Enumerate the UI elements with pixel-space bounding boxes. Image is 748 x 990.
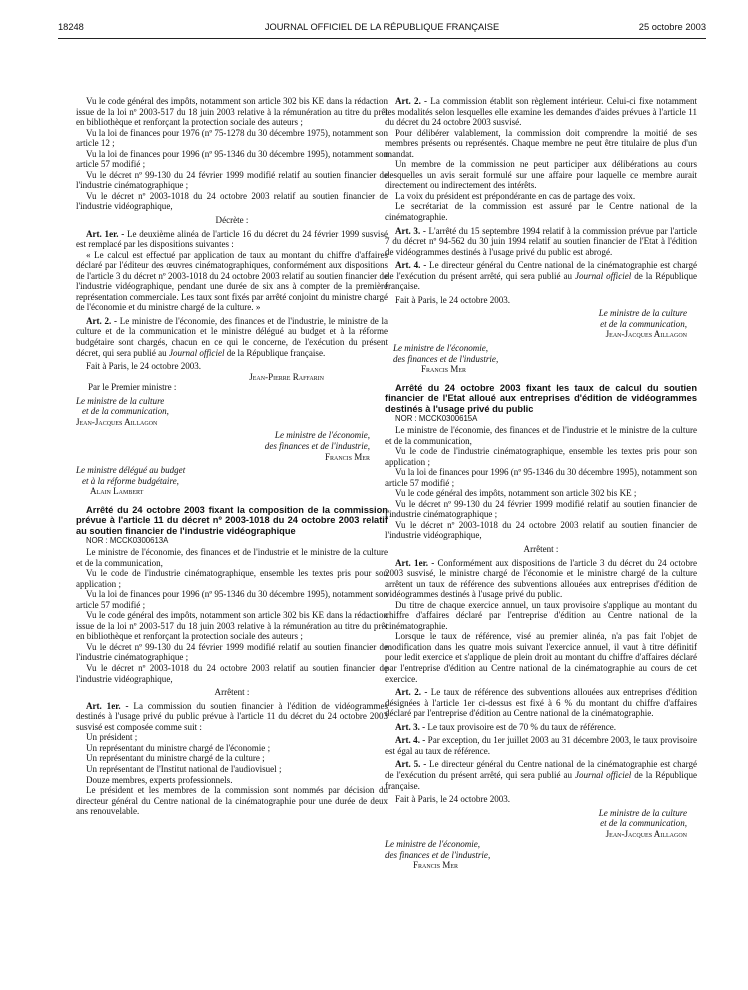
member-item: Un président ; (86, 732, 138, 743)
signature-culture (76, 396, 388, 428)
nor-reference: NOR : MCCK0300613A (86, 536, 169, 546)
signatory-name: Alain Lambert (90, 486, 144, 497)
issue-date: 25 octobre 2003 (638, 22, 706, 32)
visa-paragraph: Vu le décret nº 2003-1018 du 24 octobre 2003 relatif au soutien financier de l'industrie vidéographique, (385, 519, 697, 541)
signatory-title: Le ministre de la culture (598, 807, 687, 818)
arretent-heading: Arrêtent : (214, 687, 250, 698)
article-paragraph (385, 226, 697, 258)
arrete-title: Arrêté du 24 octobre 2003 fixant la composition de la commission prévue à l'article 11 du décret nº 2003-1018 du 24 octobre 2003 relatif au soutien financier de l'industrie vidéographique (76, 504, 388, 536)
journal-name: Journal officiel (575, 769, 632, 780)
signatory-title: Le ministre de l'économie, (274, 430, 370, 441)
article-paragraph (385, 558, 697, 600)
signatory-title: Le ministre de l'économie, (393, 343, 489, 354)
visa-paragraph: Le ministre de l'économie, des finances et de l'industrie et le ministre de la culture et de la communication, (385, 425, 697, 446)
nor-reference: NOR : MCCK0300615A (395, 414, 478, 424)
signatory-name: Francis Mer (421, 364, 467, 375)
article-paragraph: La voix du président est prépondérante en cas de partage des voix. (395, 190, 636, 201)
signature-economie (76, 430, 388, 462)
journal-name: Journal officiel (168, 347, 225, 358)
signatory-name: Francis Mer (324, 451, 370, 462)
page-header (58, 18, 706, 34)
article-paragraph (385, 722, 697, 733)
signatory-title: et de la communication, (600, 318, 687, 329)
signatory-title: Le ministre de la culture (598, 308, 687, 319)
article-paragraph (385, 735, 697, 756)
signatory-title: et de la communication, (600, 818, 687, 829)
signatory-name: Francis Mer (413, 860, 459, 871)
signatory-name: Jean-Jacques Aillagon (605, 329, 687, 340)
visa-paragraph: Vu le code général des impôts, notamment son article 302 bis KE dans la rédaction issue de la loi nº 2003-517 du 18 juin 2003 relative à la rémunération au titre du prêt en bibliothèque et renforçant la protection sociale des auteurs ; (76, 96, 388, 128)
visa-paragraph: Vu le décret nº 2003-1018 du 24 octobre 2003 relatif au soutien financier de l'industrie vidéographique, (76, 663, 388, 684)
article-label: Art. 3. - (395, 225, 426, 236)
signature-culture (385, 308, 697, 340)
article-text: de la République française. (385, 270, 697, 292)
signatory-title: des finances et de l'industrie, (264, 440, 370, 451)
visa-paragraph: Vu le code général des impôts, notamment son article 302 bis KE dans la rédaction issue de la loi nº 2003-517 du 18 juin 2003 relative à la rémunération au titre du prêt en bibliothèque et renforçant la protection sociale des auteurs ; (76, 610, 388, 642)
article-text: Le deuxième alinéa de l'article 16 du décret du 24 février 1999 susvisé est remplacé par les dispositions suivantes : (76, 228, 388, 250)
article-text: Le directeur général du Centre national de la cinématographie est chargé de l'exécution du présent arrêté, qui sera publié au (385, 759, 698, 780)
article-label: Art. 2. - (395, 687, 428, 698)
article-label: Art. 2. - (86, 315, 118, 326)
article-label: Art. 4. - (395, 260, 427, 271)
article-text: Par exception, du 1er juillet 2003 au 31 décembre 2003, le taux provisoire est égal au taux de référence. (385, 735, 697, 756)
article-paragraph (76, 316, 388, 358)
signatory-title: Le ministre délégué au budget (76, 465, 186, 476)
article-text: Le directeur général du Centre national de la cinématographie est chargé de l'exécution du présent arrêté, qui sera publié au (385, 260, 698, 281)
visa-paragraph: Vu le décret nº 99-130 du 24 février 1999 modifié relatif au soutien financier de l'industrie cinématographique ; (385, 498, 697, 520)
visa-paragraph: Vu la loi de finances pour 1976 (nº 75-1278 du 30 décembre 1975), notamment son article 12 ; (76, 127, 388, 149)
article-paragraph: Le président et les membres de la commission sont nommés par décision du directeur général du Centre national de la cinématographie pour une durée de deux ans renouvelable. (76, 785, 388, 817)
article-paragraph (385, 759, 697, 791)
article-text: La commission du soutien financier à l'édition de vidéogrammes destinés à l'usage privé du public prévue à l'article 11 du décret du 24 octobre 2003 susvisé est composée comme suit : (76, 700, 388, 732)
visa-paragraph: Vu la loi de finances pour 1996 (nº 95-1346 du 30 décembre 1995), notamment son article 57 modifié ; (76, 589, 388, 610)
visa-paragraph: Vu le décret nº 99-130 du 24 février 1999 modifié relatif au soutien financier de l'industrie cinématographique ; (76, 641, 388, 663)
article-paragraph: Un membre de la commission ne peut participer aux délibérations au cours desquelles un avis serait formulé sur une affaire pour laquelle ce membre aurait directement ou indirectement des intérêts. (385, 159, 697, 191)
article-text: Le taux de référence des subventions allouées aux entreprises d'édition désignées à l'article 1er ci-dessus est fixé à 6 % du montant du chiffre d'affaires déclaré par l'entreprise d'édition au Centre national de la cinématographie. (385, 687, 697, 719)
article-paragraph: Lorsque le taux de référence, visé au premier alinéa, n'a pas fait l'objet de modification dans les quatre mois suivant l'exercice annuel, il vaut à titre définitif pour ledit exercice et s'applique de plein droit au montant du chiffre d'affaires déclaré par l'entreprise d'édition au Centre national de la cinématographie au cours de cet exercice. (385, 631, 697, 684)
visa-paragraph: Vu la loi de finances pour 1996 (nº 95-1346 du 30 décembre 1995), notamment son article 57 modifié ; (385, 467, 697, 488)
visa-paragraph: Vu la loi de finances pour 1996 (nº 95-1346 du 30 décembre 1995), notamment son article 57 modifié ; (76, 148, 388, 170)
fait-line: Fait à Paris, le 24 octobre 2003. (395, 794, 511, 805)
member-item: Douze membres, experts professionnels. (86, 774, 233, 785)
article-paragraph (385, 687, 697, 719)
signature-budget (76, 465, 388, 497)
signature-economie (385, 839, 697, 871)
article-label: Art. 1er. - (86, 228, 125, 239)
article-text: Le ministre de l'économie, des finances et de l'industrie, le ministre de la culture et de la communication et le ministre délégué au budget et à la réforme budgétaire sont chargés, chacun en ce qui le concerne, de l'exécution du présent décret, qui sera publié au (76, 315, 388, 358)
article-text: L'arrêté du 15 septembre 1994 relatif à la commission prévue par l'article 7 du décret nº 94-562 du 30 juin 1994 relatif au soutien financier de l'Etat à l'édition de vidéogrammes destinés à l'usage privé du public est abrogé. (385, 225, 697, 257)
journal-name: Journal officiel (575, 270, 632, 281)
page-number: 18248 (58, 22, 84, 32)
journal-title: JOURNAL OFFICIEL DE LA RÉPUBLIQUE FRANÇAISE (264, 22, 500, 32)
fait-line: Fait à Paris, le 24 octobre 2003. (395, 294, 511, 305)
header-rule (58, 38, 706, 39)
article-paragraph (385, 96, 697, 128)
signatory-title: et de la communication, (82, 406, 169, 417)
article-paragraph: Le secrétariat de la commission est assuré par le Centre national de la cinématographie. (385, 201, 697, 223)
left-column (76, 96, 388, 817)
signatory-title: des finances et de l'industrie, (385, 849, 491, 860)
member-item: Un représentant du ministre chargé de l'économie ; (86, 742, 271, 753)
article-label: Art. 4. - (395, 735, 426, 746)
signature-culture (385, 808, 697, 840)
quote-paragraph: « Le calcul est effectué par application de taux au montant du chiffre d'affaires déclaré par l'éditeur des œuvres cinématographiques, conformément aux dispositions de l'article 3 du décret nº 2003-1018 du 24 octobre 2003 relatif au soutien financier de l'industrie vidéographique, pendant une durée de six ans à compter de la première représentation commerciale. Les taux sont fixés par arrêté conjoint du ministre chargé de l'économie et du ministre chargé de la culture. » (76, 249, 388, 313)
signature-pm (76, 372, 388, 383)
visa-paragraph: Vu le décret nº 99-130 du 24 février 1999 modifié relatif au soutien financier de l'industrie cinématographique ; (76, 169, 388, 191)
arretent-heading: Arrêtent : (523, 544, 559, 555)
signatory-name: Jean-Pierre Raffarin (249, 371, 324, 382)
article-text: de la République française. (385, 769, 697, 791)
article-text: de la République française. (226, 347, 326, 358)
article-label: Art. 5. - (395, 759, 427, 770)
article-paragraph (76, 229, 388, 250)
signatory-title: Le ministre de l'économie, (385, 839, 481, 850)
signatory-name: Jean-Jacques Aillagon (76, 416, 158, 427)
article-paragraph (385, 260, 697, 292)
article-paragraph (76, 701, 388, 733)
signatory-title: des finances et de l'industrie, (393, 353, 499, 364)
member-item: Un représentant du ministre chargé de la culture ; (86, 753, 265, 764)
visa-paragraph: Vu le code de l'industrie cinématographique, ensemble les textes pris pour son application ; (76, 568, 388, 589)
article-text: La commission établit son règlement intérieur. Celui-ci fixe notamment les modalités selon lesquelles elle examine les demandes d'aides prévues à l'article 11 du décret du 24 octobre 2003 susvisé. (385, 96, 697, 128)
signatory-title: et à la réforme budgétaire, (82, 475, 179, 486)
visa-paragraph: Vu le décret nº 2003-1018 du 24 octobre 2003 relatif au soutien financier de l'industrie vidéographique, (76, 190, 388, 212)
article-label: Art. 2. - (395, 96, 428, 106)
signature-economie (385, 343, 697, 375)
decrete-heading: Décrète : (215, 215, 249, 226)
article-paragraph: Pour délibérer valablement, la commission doit comprendre la moitié de ses membres présents ou représentés. Chaque membre ne peut être titulaire de plus d'un mandat. (385, 127, 697, 159)
visa-paragraph: Vu le code général des impôts, notamment son article 302 bis KE ; (395, 488, 637, 499)
right-column (385, 96, 697, 871)
article-text: Le taux provisoire est de 70 % du taux de référence. (427, 721, 617, 732)
article-label: Art. 3. - (395, 721, 426, 732)
article-paragraph: Du titre de chaque exercice annuel, un taux provisoire s'applique au montant du chiffre d'affaires déclaré par l'entreprise d'édition au Centre national de la cinématographie. (385, 599, 697, 631)
member-item: Un représentant de l'Institut national de l'audiovisuel ; (86, 763, 282, 774)
fait-line: Fait à Paris, le 24 octobre 2003. (86, 361, 202, 372)
visa-paragraph: Le ministre de l'économie, des finances et de l'industrie et le ministre de la culture et de la communication, (76, 547, 388, 568)
article-label: Art. 1er. - (395, 557, 435, 568)
signatory-title: Le ministre de la culture (76, 395, 165, 406)
signatory-name: Jean-Jacques Aillagon (605, 828, 687, 839)
par-premier-ministre: Par le Premier ministre : (88, 382, 177, 393)
article-label: Art. 1er. - (86, 700, 129, 711)
arrete-title: Arrêté du 24 octobre 2003 fixant les taux de calcul du soutien financier de l'Etat alloué aux entreprises d'édition de vidéogrammes destinés à l'usage privé du public (385, 382, 697, 414)
article-text: Conformément aux dispositions de l'article 3 du décret du 24 octobre 2003 susvisé, le ministre chargé de l'économie et le ministre chargé de la culture arrêtent un taux de référence des subventions allouées aux entreprises d'édition de vidéogrammes destinés à l'usage privé du public. (385, 557, 697, 600)
visa-paragraph: Vu le code de l'industrie cinématographique, ensemble les textes pris pour son application ; (385, 446, 697, 467)
